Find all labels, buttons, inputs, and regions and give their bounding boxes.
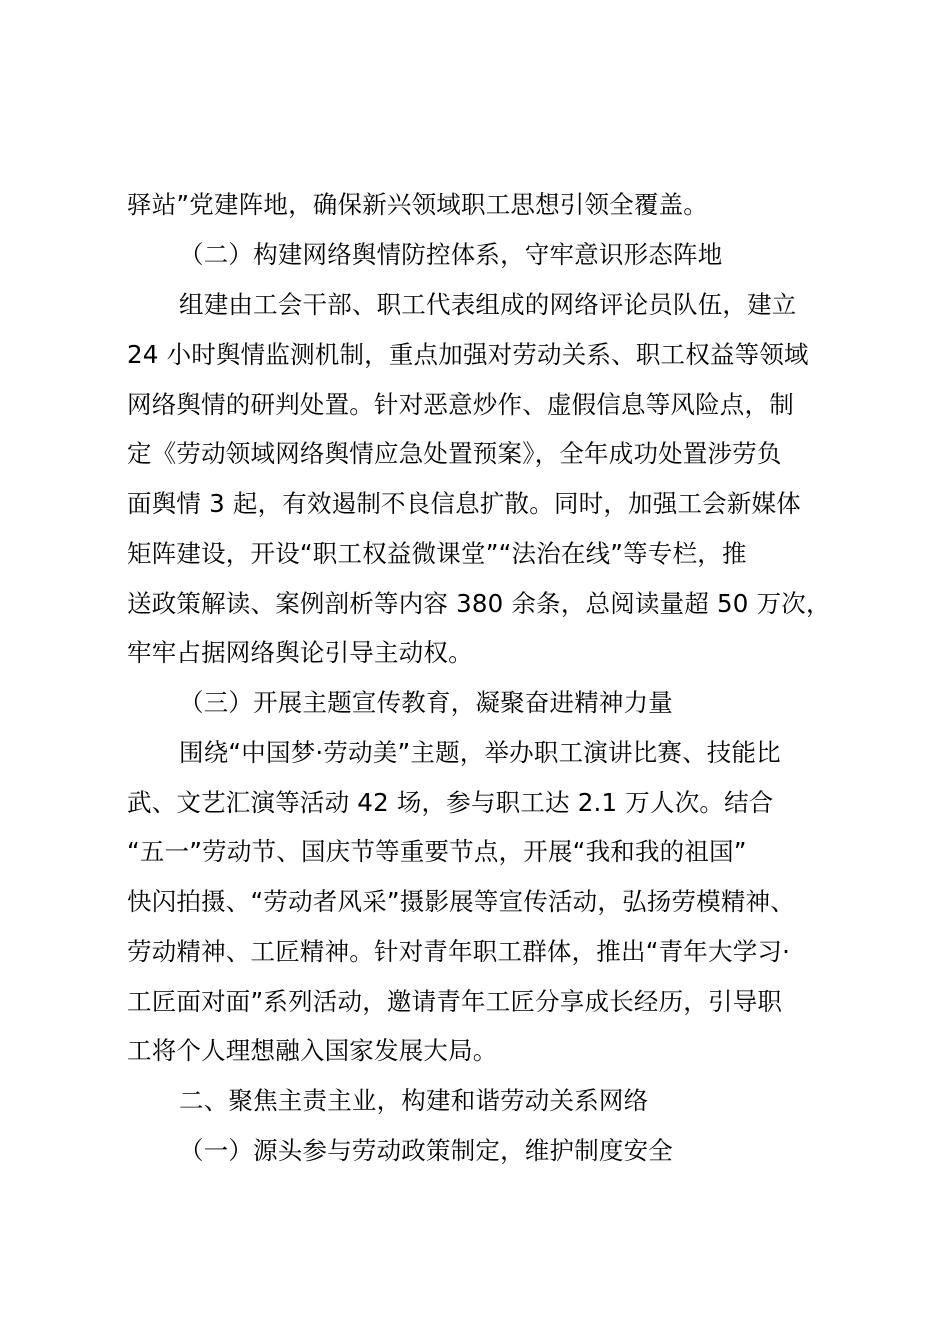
text-line: 网络舆情的研判处置。针对恶意炒作、虚假信息等风险点，制 [127, 390, 794, 419]
text-line: 驿站”党建阵地，确保新兴领域职工思想引领全覆盖。 [127, 190, 708, 219]
text-line: 劳动精神、工匠精神。针对青年职工群体，推出“青年大学习· [127, 937, 791, 966]
text-line: 定《劳动领域网络舆情应急处置预案》，全年成功处置涉劳负 [127, 439, 782, 468]
text-line: 工匠面对面”系列活动，邀请青年工匠分享成长经历，引导职 [127, 987, 783, 1016]
text-line: 牢牢占据网络舆论引导主动权。 [127, 638, 473, 667]
text-line: 矩阵建设，开设“职工权益微课堂”“法治在线”等专栏，推 [127, 539, 747, 568]
text-line: 24 小时舆情监测机制，重点加强对劳动关系、职工权益等领域 [127, 340, 809, 369]
text-line: 快闪拍摄、“劳动者风采”摄影展等宣传活动，弘扬劳模精神、 [127, 887, 795, 916]
text-line: 围绕“中国梦·劳动美”主题，举办职工演讲比赛、技能比 [179, 738, 781, 767]
text-line: 送政策解读、案例剖析等内容 380 余条，总阅读量超 50 万次， [127, 589, 831, 618]
subsection-heading: （二）构建网络舆情防控体系，守牢意识形态阵地 [179, 240, 723, 269]
subsection-heading: （三）开展主题宣传教育，凝聚奋进精神力量 [179, 688, 673, 717]
section-heading: 二、聚焦主责主业，构建和谐劳动关系网络 [179, 1086, 649, 1115]
text-line: 组建由工会干部、职工代表组成的网络评论员队伍，建立 [179, 290, 797, 319]
text-line: “五一”劳动节、国庆节等重要节点，开展“我和我的祖国” [127, 837, 747, 866]
text-line: 工将个人理想融入国家发展大局。 [127, 1036, 498, 1065]
subsection-heading: （一）源头参与劳动政策制定，维护制度安全 [179, 1136, 673, 1165]
text-line: 面舆情 3 起，有效遏制不良信息扩散。同时，加强工会新媒体 [127, 489, 801, 518]
text-line: 武、文艺汇演等活动 42 场，参与职工达 2.1 万人次。结合 [127, 788, 774, 817]
